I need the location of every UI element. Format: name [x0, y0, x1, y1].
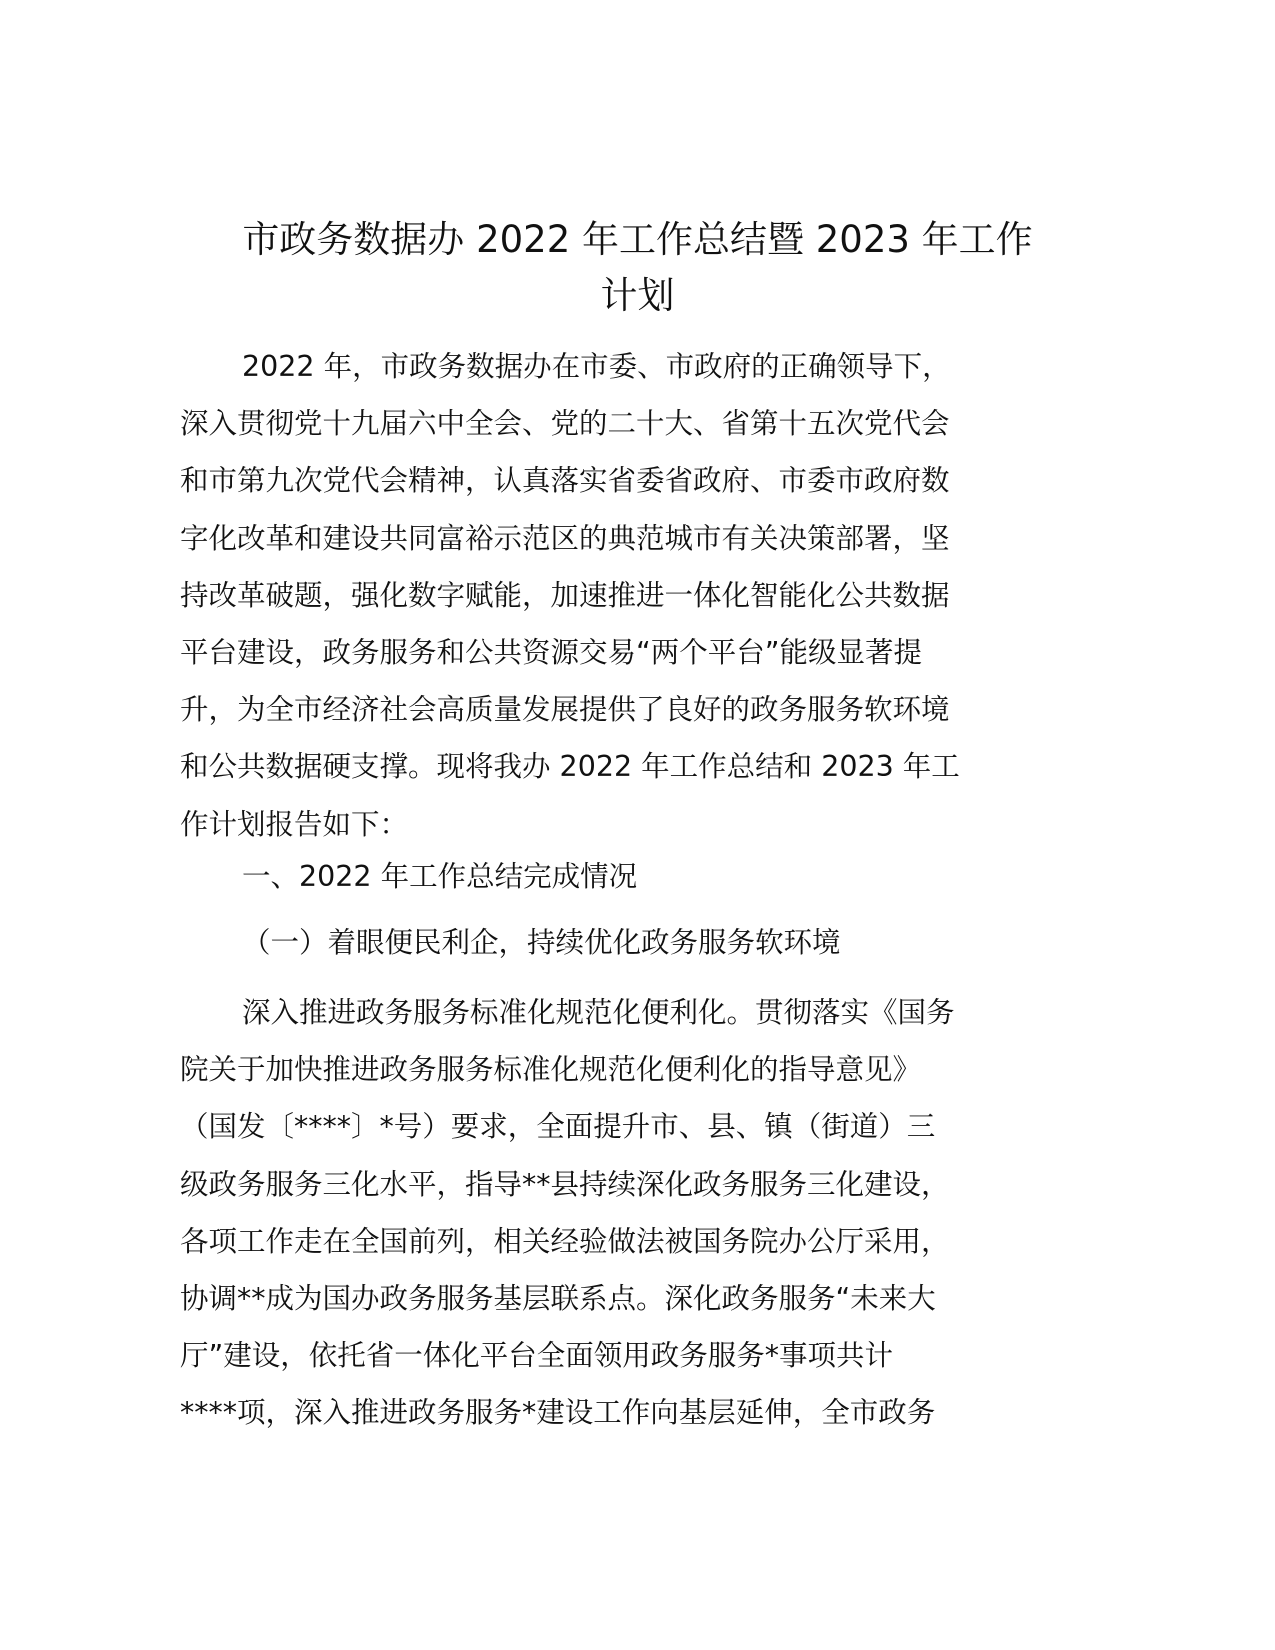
intro-paragraph: [180, 338, 1050, 853]
paragraph-line: 和公共数据硬支撑。现将我办 2022 年工作总结和 2023 年工: [180, 750, 960, 784]
paragraph-line: 字化改革和建设共同富裕示范区的典范城市有关决策部署，坚: [180, 521, 950, 555]
paragraph-line: 院关于加快推进政务服务标准化规范化便利化的指导意见》: [180, 1053, 922, 1087]
paragraph-line: 协调**成为国办政务服务基层联系点。深化政务服务“未来大: [180, 1281, 936, 1315]
paragraph-line: 2022 年，市政务数据办在市委、市政府的正确领导下，: [242, 350, 951, 383]
paragraph-line: 和市第九次党代会精神，认真落实省委省政府、市委市政府数: [180, 464, 950, 498]
paragraph-line: 厅”建设，依托省一体化平台全面领用政务服务*事项共计: [180, 1339, 894, 1373]
subsection-heading: [180, 914, 1050, 971]
paragraph-line: ****项，深入推进政务服务*建设工作向基层延伸，全市政务: [180, 1396, 936, 1430]
title-line-2: 计划: [600, 274, 675, 317]
section-heading: [180, 848, 1050, 905]
subsection-heading-text: （一）着眼便民利企，持续优化政务服务软环境: [242, 926, 841, 959]
section-heading-text: 一、2022 年工作总结完成情况: [242, 860, 638, 893]
document-title: [150, 212, 1125, 324]
paragraph-line: 作计划报告如下：: [180, 807, 409, 841]
paragraph-line: （国发〔****〕*号）要求，全面提升市、县、镇（街道）三: [180, 1110, 936, 1144]
paragraph-line: 深入贯彻党十九届六中全会、党的二十大、省第十五次党代会: [180, 407, 950, 441]
paragraph-line: 深入推进政务服务标准化规范化便利化。贯彻落实《国务: [242, 996, 955, 1029]
paragraph-line: 级政务服务三化水平，指导**县持续深化政务服务三化建设，: [180, 1167, 950, 1201]
paragraph-line: 持改革破题，强化数字赋能，加速推进一体化智能化公共数据: [180, 578, 950, 612]
paragraph-line: 各项工作走在全国前列，相关经验做法被国务院办公厅采用，: [180, 1224, 950, 1258]
paragraph-line: 平台建设，政务服务和公共资源交易“两个平台”能级显著提: [180, 635, 923, 669]
title-line-1: 市政务数据办 2022 年工作总结暨 2023 年工作: [242, 218, 1033, 261]
section-paragraph: [180, 984, 1050, 1442]
paragraph-line: 升，为全市经济社会高质量发展提供了良好的政务服务软环境: [180, 693, 950, 727]
